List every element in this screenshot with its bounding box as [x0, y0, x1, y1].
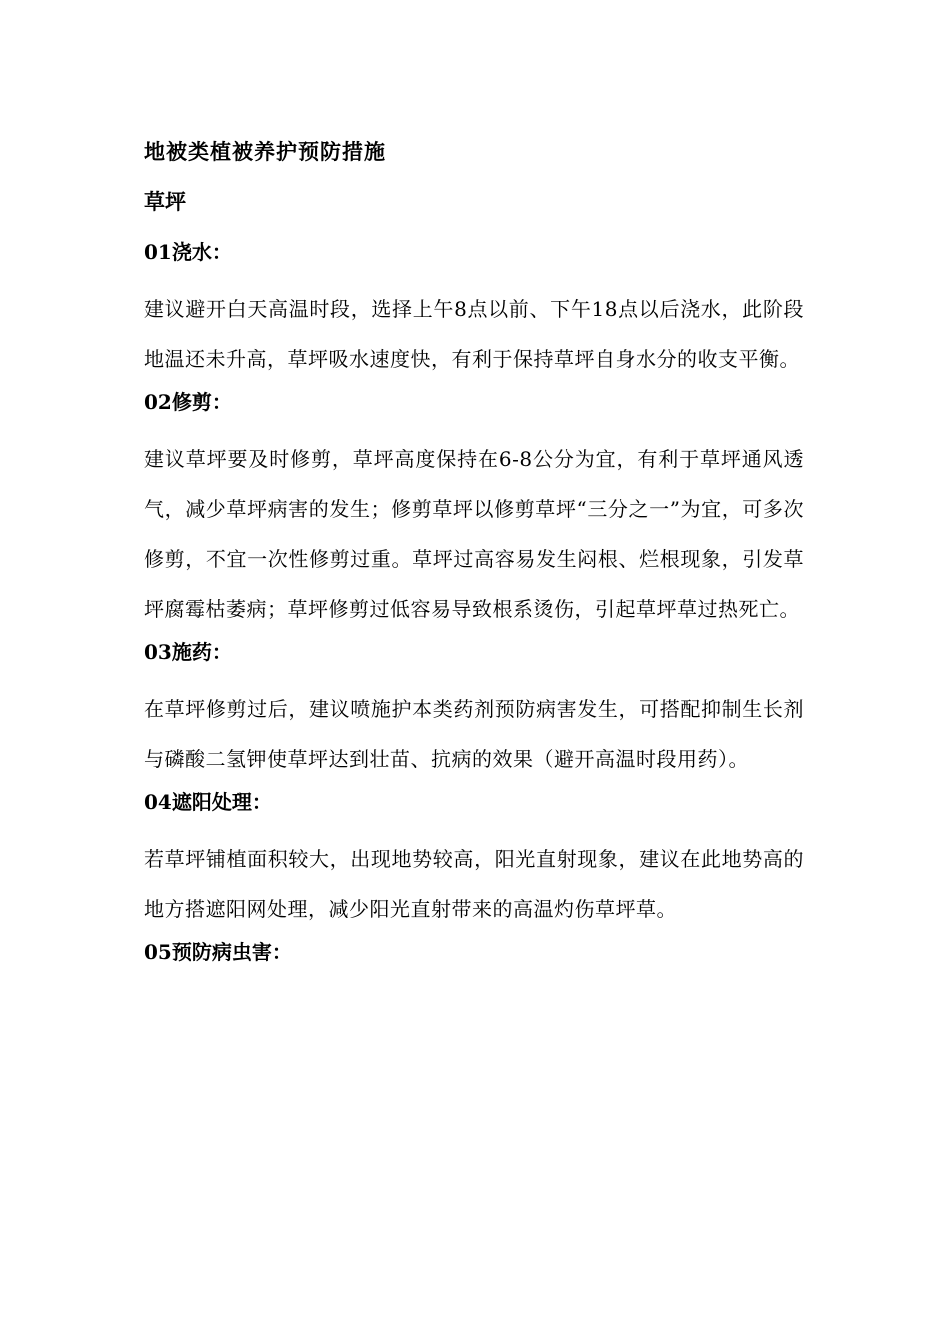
item-heading-shading: 04遮阳处理： — [144, 790, 272, 814]
document-title: 地被类植被养护预防措施 — [144, 139, 386, 164]
item-pest-prevention — [144, 934, 804, 970]
item-mowing — [144, 384, 804, 634]
item-heading-pesticide: 03施药： — [144, 640, 232, 664]
item-body-pesticide: 在草坪修剪过后，建议喷施护本类药剂预防病害发生，可搭配抑制生长剂与磷酸二氢钾使草坪达到壮苗、抗病的效果（避开高温时段用药）。 — [144, 697, 804, 771]
item-body-mowing: 建议草坪要及时修剪，草坪高度保持在6-8公分为宜，有利于草坪通风透气，减少草坪病害的发生；修剪草坪以修剪草坪“三分之一”为宜，可多次修剪，不宜一次性修剪过重。草坪过高容易发生闷根、烂根现象，引发草坪腐霉枯萎病；草坪修剪过低容易导致根系烫伤，引起草坪草过热死亡。 — [144, 447, 804, 621]
item-pesticide — [144, 634, 804, 784]
item-heading-pest-prevention: 05预防病虫害： — [144, 940, 292, 964]
item-heading-mowing: 02修剪： — [144, 390, 232, 414]
item-body-shading: 若草坪铺植面积较大，出现地势较高，阳光直射现象，建议在此地势高的地方搭遮阳网处理，减少阳光直射带来的高温灼伤草坪草。 — [144, 847, 804, 921]
item-heading-watering: 01浇水： — [144, 240, 232, 264]
item-shading — [144, 784, 804, 934]
item-watering — [144, 234, 804, 384]
document-page — [144, 134, 804, 984]
section-heading-lawn: 草坪 — [144, 189, 186, 214]
item-body-watering: 建议避开白天高温时段，选择上午8点以前、下午18点以后浇水，此阶段地温还未升高，草坪吸水速度快，有利于保持草坪自身水分的收支平衡。 — [144, 297, 804, 371]
